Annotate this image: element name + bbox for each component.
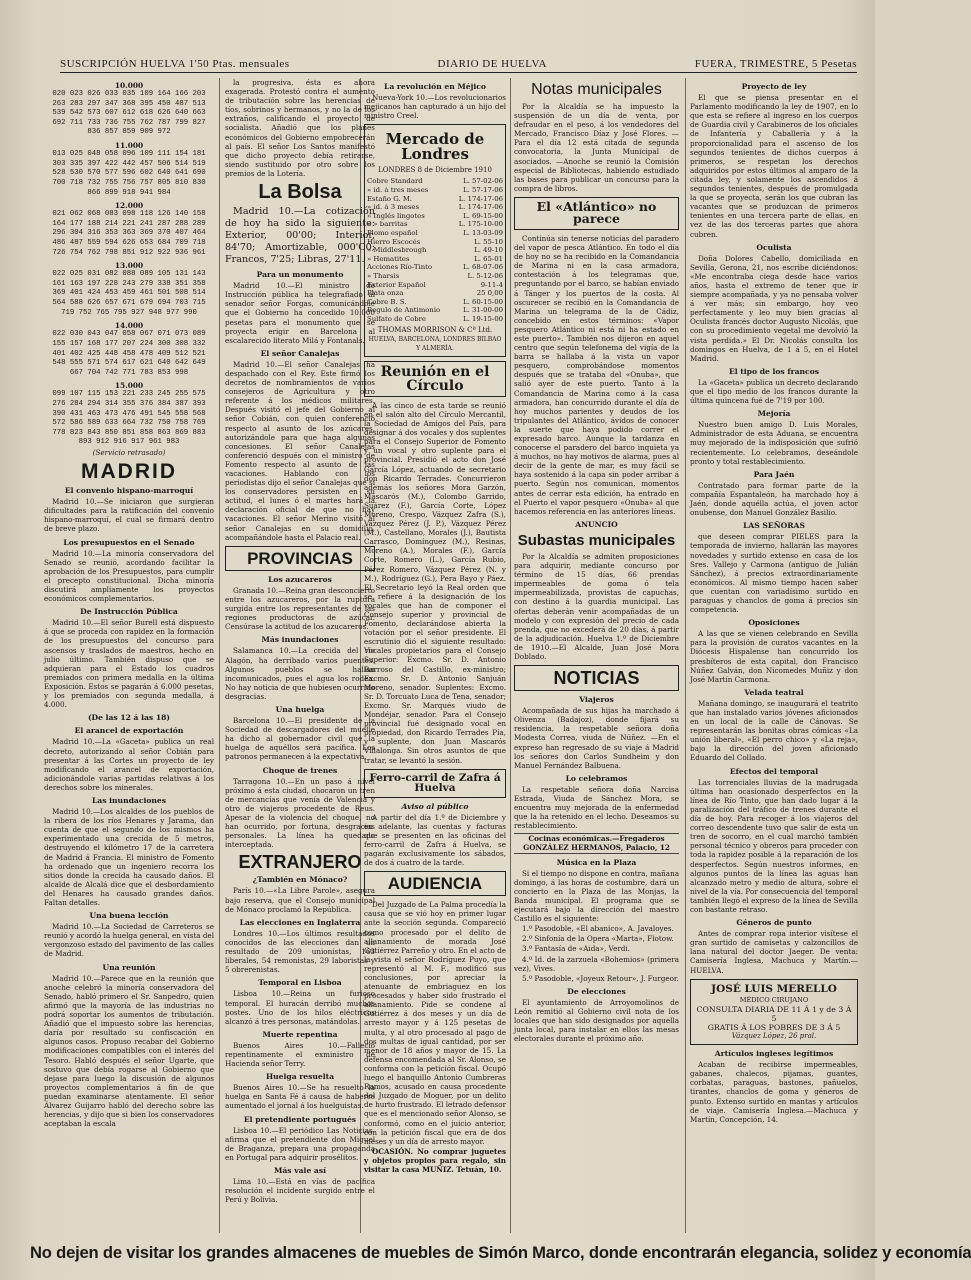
market-price: L. 60-15-00: [463, 297, 503, 306]
market-row: [367, 212, 503, 221]
winning-numbers: 369 401 424 453 459 461 501 508 514: [52, 289, 206, 298]
ferro-body: A partir del día 1.º de Diciembre y en adelante, las cuentas y facturas que se presenten en las oficinas del ferro-carril de Zafra á Huelva, se pagarán exclusivamente los sábados, de dos á cuatro de la tarde.: [364, 812, 506, 868]
article-body: Madrid 10.—La Sociedad de Carreteros se reunió y acordó la huelga general, en vista del vergonzoso estado del pavimento de las calles de Madrid.: [44, 922, 214, 959]
anuncio-label: ANUNCIO: [575, 519, 618, 529]
article-title: Géneros de punto: [736, 918, 812, 928]
winning-numbers: 021 062 068 083 098 118 126 140 158: [52, 210, 206, 219]
article-body: Madrid 10.—Los alcaldes de los pueblos de la ribera de los ríos Henares y Jarama, dan cuenta de que el segundo de los mismos ha experimentado una crecida de 5 metros, destruyendo el kilómetro 17 de la carretera de Madrid á Francia. El ministro de Fomento ha ordenado que un ingeniero recorra los sitios donde la crecida ha causado daños. El alcalde de Alcalá dice que el desbordamiento del Henares ha causado grandes daños. Faltan detalles.: [44, 807, 214, 907]
article-title: El pretendiente portugués: [243, 1114, 357, 1124]
article-title: Para un monumento: [256, 270, 344, 280]
provincias-articles: [225, 575, 375, 850]
article-title: Velada teatral: [744, 687, 804, 697]
section-noticias: NOTICIAS: [514, 665, 679, 691]
market-price: L. 69-15-00: [463, 211, 503, 220]
market-price: L. 65-01: [474, 254, 503, 263]
masthead: [60, 50, 857, 73]
market-item: » id. á 3 meses: [367, 203, 420, 212]
market-row: [367, 203, 503, 212]
article-body: El que se piensa presentar en el Parlamento modificando la ley de 1907, en lo que esta se refiere al ingreso en los cuerpos de Guardia civil y Carabineros de los oficiales de Infantería y Caballería y á la proporcionalidad para el ascenso de los segundos tenientes de dichos cuerpos á primeros, se respetan los derechos adquiridos por estos últimos al amparo de la citada ley, y solamente los ascendidos á segundos tenientes, después de promulgada la que se proyecta, serán los que cubran las vacantes que se produzcan de primeros tenientes en una tercera parte de ellas, en vez de las dos terceras partes que ahora cubren.: [690, 93, 858, 239]
winning-numbers: 303 335 397 422 442 457 506 514 519: [52, 159, 206, 168]
article-title: Una buena lección: [89, 911, 169, 921]
market-row: [367, 238, 503, 247]
articulos-ingleses-title: Artículos ingleses legítimos: [714, 1049, 834, 1059]
winning-numbers: 022 025 031 082 088 089 105 131 143: [52, 270, 206, 279]
article-body: Mañana domingo, se inaugurará el teatrito que han instalado varios jóvenes aficionados en un local de la calle de Cánovas. Se representarán las bonitas obras cómicas «La unión liberal», «El perro chico» y «La reja», bajo la dirección del joven aficionado Eduardo del Collado.: [690, 698, 858, 763]
notas-title: Notas municipales: [531, 81, 662, 98]
newspaper-name: DIARIO DE HUELVA: [437, 58, 547, 70]
market-price: 25 0,00: [476, 289, 503, 298]
market-item: Hierro Escocés: [367, 237, 421, 246]
london-market-box: [364, 124, 506, 356]
atlantico-title: El «Atlántico» no parece: [514, 197, 679, 230]
prize-amount: 14.000: [114, 321, 144, 331]
winning-numbers: 539 542 573 607 612 618 626 640 663: [52, 109, 206, 118]
article-body: Madrid 10.—El señor Burell está dispuesto á que se proceda con rapidez en la formación de los presupuestos del concurso para ascensos y traslados de maestros, hecho en julio último. También dispuso que se adquieran para el Estado los cuadros premiados con primera medalla en la última Exposición. Estos se pagarán á 6.000 pesetas, y los premiados con segunda medalla, á 4.000.: [44, 618, 214, 710]
market-title: Mercado de Londres: [385, 130, 485, 164]
mexico-body: Nueva-York 10.—Los revolucionarios mejicanos han capturado á un hijo del ministro Creel.: [364, 93, 506, 121]
mexico-title: La revolución en Méjico: [384, 82, 486, 91]
article-title: Oculista: [756, 242, 792, 252]
winning-numbers: 276 284 294 314 355 376 384 387 393: [52, 400, 206, 408]
musica-body: Si el tiempo no dispone en contra, mañana domingo, á las horas de costumbre, dará un concierto en la Plaza de las Monjas, la Banda municipal. El programa que se ejecutará bajo la dirección del maestro Castillo es el siguiente:: [514, 868, 679, 924]
market-price: L. 174-17-06: [458, 194, 503, 203]
article-body: A las que se vienen celebrando en Sevilla para la provisión de curatos vacantes en la Diócesis Hispalense han concurrido los presbíteros de esta capital, don Francisco Núñez Galván, don Nicomedes Muñiz y don José Martín Carmona.: [690, 629, 858, 684]
article-body: Madrid 10.—El ministro de Instrucción pública ha telegrafiado al senador señor Forgas, comunicándole que el Gobierno ha concedido 10.000 pesetas para el monumento que se proyecta erigir en Barcelona al escalarecido literato Milá y Fontanals.: [225, 281, 375, 345]
prize-amount: 11.000: [114, 141, 144, 151]
market-item: » » barritas: [367, 220, 408, 229]
article-title: Oposiciones: [748, 618, 800, 628]
market-row: [367, 281, 503, 290]
article-title: Los presupuestos en el Senado: [63, 537, 195, 547]
winning-numbers: 263 283 297 347 368 395 450 487 513: [52, 99, 206, 108]
winning-numbers: 390 431 463 473 476 491 545 558 568: [52, 409, 206, 418]
article-title: Efectos del temporal: [729, 766, 819, 776]
article-body: París 10.—«La Libre Parole», asegura bajo reserva, que el Consejo municipal de Mónaco proclamó la República.: [225, 886, 375, 914]
subastas-body: Por la Alcaldía se admiten proposiciones para adquirir, mediante concurso por término de 15 días, 66 prendas impermeables de goma ó tela impermeabilizada, provistas de capuchas, con destino á la guardia municipal. Las ofertas deberán venir acompañadas de un modelo y con expresión del precio de cada prenda, que no excederá de 20 días, á partir de la adjudicación. Huelva 1.º de Diciembre de 1910.—El Alcalde, Juan José Mora Doblado.: [514, 551, 679, 661]
market-price: L. 57-02-06: [463, 177, 503, 186]
article-title: (De las 12 á las 18): [87, 713, 171, 723]
lottery-results: [44, 81, 214, 448]
winning-numbers: 486 487 559 594 626 653 684 709 718: [52, 239, 206, 247]
program-item: 1.º Pasodoble, «El abanico», A. Javaloyes.: [522, 924, 674, 934]
article-body: Madrid 10.—Se iniciaron que surgieran dificultades para la ratificación del convenio hispano-marroquí, el cual se firmará dentro de breve plazo.: [44, 497, 214, 534]
article-title: El señor Canalejas: [260, 348, 340, 358]
cocinas-ad: Cocinas económicas.—Fregaderos GONZÁLEZ HERMANOS, Palacio, 12: [514, 833, 679, 853]
doctor-free: GRATIS Á LOS POBRES DE 3 Á 5: [707, 1022, 841, 1032]
column-rule: [510, 78, 511, 1233]
article-title: Muerte repentina: [262, 1029, 338, 1039]
prize-amount: 10.000: [114, 81, 144, 90]
winning-numbers: 164 177 188 214 221 241 287 288 289: [52, 219, 206, 228]
article-body: Nuestro buen amigo D. Luis Morales, Administrador de esta Aduana, se encuentra muy mejorado de la indisposición que sufrió recientemente. Lo celebramos, deseándole pronto y total restablecimiento.: [690, 420, 858, 466]
audiencia-body: Del Juzgado de La Palma procedía la causa que se vió hoy en primer lugar ante la sección segunda. Compareció como procesado por el delito de allanamiento de morada José Gutiérrez Parreño y otro. En el acto de la vista el señor Rodríguez Puyo, que representó al M. F., modificó sus conclusiones, por apreciar la atenuante de embriaguez en los procesados y haber sido frustrado el allanamiento. Pide se condene al Gutiérrez á dos meses y un día de arresto mayor y á 125 pesetas de multa, y al otro procesado al pago de dos multas de igual cantidad, por ser menor de 18 años y mayor de 15. La defensa encomendada al Sr. Alonso, se conforma con la petición fiscal. Ocupó luego el banquillo Antonio Cumbreras Ramos, acusado en causa procedente del Juzgado de Moguer, por un delito de hurto frustrado. El letrado defensor que es el mencionado señor Alonso, se conformó, como en el juicio anterior, con la petición fiscal que era de dos meses y un día de arresto mayor.: [364, 900, 506, 1146]
article-body: Salamanca 10.—La crecida del río Alagón, ha derribado varios puentes. Algunos pueblos se hallan incomunicados, pues el agua los rodea. No hay noticia de que hubiesen ocurrido desgracias.: [225, 646, 375, 701]
article-body: que deseen comprar PIELES para la temporada de invierno, hallarán las mayores novedades y surtido extenso en casa de los Sres. Vallejo y Carmona (antiguo de Julián Sánchez), á precios extraordinariamente económicos. Al mismo tiempo hacen saber que cuentan con variadísimo surtido en paraguas y chanclos de goma á precios sin competencia.: [690, 532, 858, 615]
article-title: Huelga resuelta: [265, 1072, 335, 1082]
prize-amount: 13.000: [114, 261, 144, 271]
market-firm: THOMAS MORRISON & Cª Ltd.: [377, 325, 493, 334]
article-title: Una reunión: [102, 962, 156, 972]
elecciones-body: El ayuntamiento de Arroyomolinos de León remitió al Gobierno civil nota de los locales que han sido designados por aquella junta local, para instalar en ellos las mesas electorales durante el próximo año.: [514, 997, 679, 1044]
column-5: [690, 78, 858, 1228]
market-item: Cobre Standard: [367, 177, 423, 186]
ferro-title: Ferro-carril de Zafra á Huelva: [364, 769, 506, 798]
reunion-body: A las cinco de esta tarde se reunió en el salón alto del Círculo Mercantil, la Sociedad de Amigos del País, para designar á dos vocales y dos suplentes para el Consejo Superior de Fomento y un vocal y otro suplente para el provincial. Presidió el acto don José García López, actuando de secretario don Ricardo Terrades. Concurrieron además los señores Mora Garzón, Mascarós (M.), Colombo Garrido, Suárez (F.), García Corte, López Moreno, Crespo, Vázquez Zafra (S.), Vázquez Pérez (J. P.), Vázquez Pérez (M.), Castellano, Morales (J.), Bautista Carrasco, Domínguez (M.), Resinas, Moreno (A.), Morales (F.), García Corte, Romero (L.), García Rubio, Pérez Romero, Vázquez Pérez (N. y M.), Rodríguez (G.), Pera Bayo y Páez. El Secretario leyó la Real orden que se refiere á la designación de los vocales que han de componer el Consejo superior y provincial de Fomento, declarándose abierta la votación por el señor presidente. El escrutinio dió el siguiente resultado: Vocales propietarios para el Consejo Superior: Excmo. Sr. D. Antonio Barroso del Castillo, ex-ministro; Excmo. Sr. D. Antonio Sanjuán Moreno, senador. Suplentes: Excmo. Sr. D. Torcuato Luca de Tena, senador; Excmo. Sr. Marqués viudo de Mondéjar, senador. Para el Consejo provincial fué designado vocal en propiedad, don Ricardo Terrades Pía, y suplente, don Juan Mascarós Villalonga. Sin otros asuntos de que tratar, se levantó la sesión.: [364, 400, 506, 765]
article-body: Madrid 10.—El señor Canalejas ha despachado con el Rey. Este firmó los decretos de nombramientos de varios consejeros de Agricultura y otro referente á los médicos militares. Después visitó el jefe del Gobierno al señor Cobián, con quien conferenció respecto al asunto de los azúcares, autorizándole para que haga algunas concesiones. El señor Canalejas conferenció después con el ministro de Fomento respecto al asunto de las vacaciones. Hablando con los periodistas dijo el señor Canalejas que si los conservadores persisten en su actitud, el lunes ó el martes hará la declaración oficial de que no hay vacaciones. El señor Merino visitó al señor Canalejas en su domicilio, acompañándole hasta el Palacio real.: [225, 359, 375, 542]
article-body: Lisboa 10.—El periódico Las Noticias, afirma que el pretendiente don Miguel de Braganza, prepara una propaganda en Portugal para adquirir prosélitos.: [225, 1125, 375, 1162]
article-title: Más inundaciones: [261, 635, 339, 645]
winning-numbers: 726 754 762 798 851 912 922 936 961: [52, 248, 206, 257]
doctor-hours: CONSULTA DIARIA DE 11 Á 1 y de 3 Á 5: [696, 1004, 852, 1023]
article-body: Lima 10.—Está en vías de pacífica resolución el incidente surgido entre el Perú y Bolivia.: [225, 1177, 375, 1205]
doctor-title: MÉDICO CIRUJANO: [739, 995, 809, 1004]
market-row: [367, 246, 503, 255]
article-body: Tarragona 10.—En un paso á nivel próximo á esta ciudad, chocaron un tren de mercancías que venía de Valencia y otro de viajeros procedente de Reus. Apesar de la violencia del choque, no han ocurrido, por fortuna, desgracias personales. La línea ha quedado interceptada.: [225, 776, 375, 850]
lottery-note: (Servicio retrasado): [92, 447, 166, 457]
winning-numbers: 020 023 026 033 035 109 164 166 203: [52, 90, 206, 99]
winning-numbers: 692 711 733 736 755 762 787 799 827: [52, 118, 206, 127]
elecciones-title: De elecciones: [567, 986, 626, 996]
market-row: [367, 229, 503, 238]
article-title: Mejoría: [757, 409, 791, 419]
market-item: Exterior Español: [367, 280, 426, 289]
article-title: Las inundaciones: [91, 795, 167, 805]
section-madrid: MADRID: [81, 460, 177, 484]
winning-numbers: 700 718 732 755 756 757 805 810 830: [52, 178, 206, 187]
section-extranjero: EXTRANJERO: [238, 852, 362, 873]
market-price: L. 13-03-09: [463, 229, 503, 238]
market-row: [367, 195, 503, 204]
program-item: 4.º Id. de la zarzuela «Bohemios» (primera vez), Vives.: [514, 954, 679, 973]
market-item: » Hematites: [367, 254, 410, 263]
musica-title: Música en la Plaza: [556, 857, 637, 867]
prize-amount: 12.000: [114, 201, 144, 211]
market-price: L. 175-10-00: [458, 220, 503, 229]
market-item: Estaño G. M.: [367, 194, 413, 203]
market-item: Regulo de Antimonio: [367, 306, 441, 315]
article-title: Para Jaén: [753, 469, 795, 479]
market-row: [367, 298, 503, 307]
winning-numbers: 296 304 316 353 363 369 370 407 464: [52, 229, 206, 238]
winning-numbers: 013 025 048 058 096 109 111 154 181: [52, 150, 206, 159]
doctor-address: Vázquez López, 26 pral.: [731, 1032, 817, 1040]
winning-numbers: 778 823 843 850 851 858 863 869 883: [52, 428, 206, 437]
column-4: [514, 78, 679, 1228]
bolsa-body: Madrid 10.—La cotización de hoy ha sido la siguiente: Exterior, 00'00; Interior, 84'70; Amortizable, 000'C0; Francos, 7'25; Libras, 27'11.: [225, 206, 375, 266]
market-price: L. 5-12-06: [467, 272, 503, 280]
market-item: » Middlesbrough: [367, 246, 427, 255]
market-table: [367, 177, 503, 323]
ocasion-ad: OCASIÓN. No comprar juguetes y objetos propios para regalo, sin visitar la casa MUÑIZ. Tetuán, 10.: [364, 1146, 506, 1174]
atlantico-body: Continúa sin tenerse noticias del paradero del vapor de pesca Atlántico. En todo el día de hoy no se ha recibido en la Comandancia de Marina ni en la casa armadora, contestación á los telegramas que, preguntando por el barco, se habían enviado á Tánger y los puertos de la costa. Al oscurecer se recibió en la Comandancia de Marina un telegrama de la de Cádiz, concebido en estos términos: «Vapor pesquero Atlántico ni está ni ha estado en este puerto». También nos dijeron en aquel centro que según telefonema del vigía de la barra se hallaba á la vista un vapor pesquero, comprobándose momentos después que se trataba del «Onuba», que salió ayer de este puerto. Tanto á la Comandancia de Marina como á la casa armadora, han concurrido durante el día de hoy muchos parientes y deudos de los tripulantes del Atlántico, ávidos de conocer la suerte que haya podido correr el expresado barco. Aunque la tardanza en conocerse el paradero del barco inquieta ya á muchos, no hay motivos de alarma, pues al decir de la gente de mar, es muy fácil se haya sostenido á la capa sin poder arribar á puerto. Según nos comunican, momentos antes de cerrar esta edición, ha entrado en el Puerto el vapor pesquero «Onuba» al que hacemos referencia en las anteriores líneas.: [514, 233, 679, 516]
bolsa-title: La Bolsa: [258, 181, 342, 204]
program-item: 3.º Fantasía de «Aida», Verdi.: [522, 944, 630, 954]
extranjero-articles: [225, 875, 375, 1204]
concert-program: [514, 924, 679, 983]
article-title: De Instrucción Pública: [80, 607, 178, 617]
madrid-articles: [44, 486, 214, 1128]
article-body: Lisboa 10.—Reina un furioso temporal. El huracán derribó muchos postes. Uno de los hilos eléctricos alcanzó á tres personas, matándolas.: [225, 989, 375, 1026]
market-price: L. 55-10: [474, 237, 503, 246]
column-1: [44, 78, 214, 1228]
subscription-outside: FUERA, TRIMESTRE, 5 Pesetas: [694, 58, 857, 70]
market-row: [367, 186, 503, 195]
noticias-articles: [514, 695, 679, 830]
madrid-articles-2: [225, 270, 375, 542]
market-price: L. 49-10: [474, 246, 503, 255]
article-title: Más vale así: [273, 1166, 327, 1175]
market-row: [367, 220, 503, 229]
article-title: Choque de trenes: [262, 765, 338, 775]
article-body: Buenos Aires 10.—Falleció repentinamente el exministro de Hacienda señor Terry.: [225, 1040, 375, 1069]
article-body: Buenos Aires 10.—Se ha resuelto la huelga en Santa Fé á causa de haberse aumentado el jornal á los huelguistas.: [225, 1083, 375, 1111]
market-item: Plomo español: [367, 229, 418, 238]
article-title: Las elecciones en Inglaterra: [239, 917, 361, 927]
section-audiencia: AUDIENCIA: [364, 871, 506, 896]
market-price: L. 19-15-00: [463, 314, 503, 323]
reunion-title: Reunión en el Círculo: [364, 361, 506, 397]
market-row: [367, 255, 503, 264]
market-item: Sulfato de Cobre: [367, 314, 427, 323]
article-body: La «Gaceta» publica un decreto declarando que el tipo medio de los francos durante la última quincena fué de 7'19 por 100.: [690, 377, 858, 406]
market-item: » Tharsis: [367, 272, 400, 280]
column-2: [225, 78, 375, 1228]
winning-numbers: 564 588 626 657 671 679 694 703 715: [52, 299, 206, 308]
market-row: [367, 306, 503, 315]
program-item: 5.º Pasodoble, «Joyeux Retour», J. Furgeor.: [522, 973, 679, 983]
prize-amount: 15.000: [114, 381, 144, 391]
winning-numbers: 667 704 742 771 783 853 998: [69, 368, 189, 377]
market-item: » id. á tres meses: [367, 186, 429, 195]
winning-numbers: 401 402 425 448 458 478 409 512 521: [52, 349, 206, 358]
winning-numbers: 548 555 571 574 617 621 640 642 649: [52, 359, 206, 368]
article-title: Una huelga: [275, 704, 325, 714]
notas-body: Por la Alcaldía se ha impuesto la suspensión de un día de venta, por defraudar en el peso, á los vendedores del Mercado, Francisco Díaz y José Flores. —Para el día 12 está citada de segunda convocatoria, la Junta Municipal de asociados. —Anoche se reunió la Comisión especial de Bibliotecas, habiendo estudiado las bases para publicar un concurso para la compra de libros.: [514, 102, 679, 193]
market-row: [367, 177, 503, 186]
subscription-local: SUSCRIPCIÓN HUELVA 1'50 Ptas. mensuales: [60, 58, 290, 70]
winning-numbers: 022 030 043 047 058 067 071 073 089: [52, 330, 206, 339]
program-item: 2.º Sinfonía de la Opera «Marta», Flotow.: [522, 934, 674, 944]
article-body: Barcelona 10.—El presidente de la Sociedad de descargadores del muelle ha dicho al gobernador civil que la huelga de aquéllos será pacífica. Los patronos permanecen á la expectativa.: [225, 716, 375, 762]
article-title: Temporal en Lisboa: [258, 978, 342, 988]
market-item: Plata onza: [367, 289, 404, 298]
market-price: L. 57-17-06: [463, 186, 503, 195]
article-title: Lo celebramos: [565, 773, 628, 783]
article-body: La respetable señora doña Narcisa Estrada, Viuda de Sánchez Mora, se encuentra muy mejorada de la enfermedad que la ha retenido en el lecho. Deseamos su restablecimiento.: [514, 784, 679, 831]
article-body: Contratado para formar parte de la compañía Espantaleón, ha marchado hoy á Jaén, donde aquélla actúa, el joven actor onubense, don Manuel González Basilio.: [690, 480, 858, 518]
section-provincias: PROVINCIAS: [225, 546, 375, 571]
article-title: Proyecto de ley: [741, 82, 807, 91]
market-price: L. 31-00-00: [463, 306, 503, 315]
doctor-name: JOSÉ LUIS MERELLO: [711, 982, 837, 995]
article-body: Madrid 10.—La «Gaceta» publica un real decreto, autorizando al señor Cobián para presentar á las Cortes un proyecto de ley modificando el arancel de exportación, adicionándole varias partidas relativas á los derechos sobre los minerales.: [44, 737, 214, 792]
articulos-ingleses-body: Acaban de recibirse impermeables, gabanes, chalecos, pijamas, guantes, corbatas, paraguas, bastones, pañuelos, tirantes, chanclos de goma y géneros de punto. Extenso surtido en mantas y artículos de viaje. Camisería Inglesa.—Machuca y Martín, Concepción, 14.: [690, 1060, 858, 1124]
winning-numbers: 099 107 115 153 221 233 245 255 575: [52, 390, 206, 399]
winning-numbers: 719 752 765 795 927 948 977 990: [61, 308, 197, 317]
article-title: Viajeros: [579, 695, 614, 705]
article-body: Madrid 10.—Parece que en la reunión que anoche celebró la minoría conservadora del Senado, habló primero el Sr. Sanpedro, quien afirmó que la mayoría de las industrias no podrá soportar los aumentos de tributación. Añadió que el impuesto sobre las herencias, daría por resultado su confiscación en algunos casos. Propuso recabar del Gobierno modificaciones compatibles con el interés del Tesoro. Habló después el señor Ugarte, que sostuvo que debía rogarse al Gobierno que dejase para luego la discusión de algunos proyectos complementarios á fin de que puedan examinarse atentamente. El señor Álvarez Guijarro habló del derecho sobre las herencias, y dijo que si bien los conservadores aceptaban la escala: [44, 973, 214, 1129]
article-body: Antes de comprar ropa interior visítese el gran surtido de camisetas y calzoncillos de lana natural del doctor Jaeger. De venta: Camisería Inglesa, Machuca y Martín.—HUELVA.: [690, 929, 858, 975]
article-body: Doña Dolores Cabello, domiciliada en Sevilla, Gerona, 21, nos escribe diciéndonos: «Me encontraba ciega desde hace varios años, hasta el extremo de tener que ir siempre acompañada, y ya no pensaba volver á ver más; sin embargo, hoy veo perfectamente y leo muy bien gracias al Oculista francés doctor Augusto Nicolás, que con su procedimiento vegetal me devolvió la vista perdida.» El Dr. Nicolás consulta los domingos en Huelva, de 1 á 5, en el Hotel Madrid.: [690, 253, 858, 363]
article-title: El tipo de los francos: [728, 366, 820, 376]
market-row: [367, 263, 503, 272]
market-date: LONDRES 8 de Diciembre 1910: [378, 166, 492, 175]
article-body: Madrid 10.—La minoría conservadora del Senado se reunió, acordando facilitar la aprobación de los Presupuestos, para cumplir el precepto constitucional. Dicha minoría discutirá ampliamente los proyectos económicos complementarios.: [44, 548, 214, 604]
winning-numbers: 836 857 859 909 972: [87, 128, 171, 137]
article-title: El convenio hispano-marroquí: [64, 486, 194, 496]
ferro-subtitle: Aviso al público: [401, 801, 469, 811]
market-price: L. 68-07-06: [463, 263, 503, 272]
article-body: Las torrenciales lluvias de la madrugada última han ocasionado desperfectos en la línea de Río Tinto, que han dado lugar á la paralización del tráfico de trenes durante el día de hoy. Para recoger á los viajeros del correo descendente tuvo que salir de esta un tren de socorro, en el cual marchó también personal técnico y obreros para proceder con toda la rapidez posible á la reparación de los desperfectos. Según nuestros informes, en algunos puntos de la línea las aguas han alcanzado metro y medio de altura, sobre el nivel de la vía. Por consecuencia del temporal también llegó el expreso de la línea de Sevilla con bastante retraso.: [690, 777, 858, 914]
article-title: El arancel de exportación: [74, 726, 184, 736]
column-rule: [219, 78, 220, 1233]
furniture-banner-ad: No dejen de visitar los grandes almacenes de muebles de Simón Marco, donde encontrarán elegancia, solidez y economía: [30, 1243, 971, 1262]
market-item: » Inglés lingotes: [367, 211, 425, 220]
article-body: Acompañada de sus hijas ha marchado á Olivenza (Badajoz), donde fijará su residencia, la respetable señora doña Modesta Correa, viuda de Núñez. —En el expreso han regresado de su viaje á Madrid los señores don Carlos Sundheim y don Manuel Fernández Balbuena.: [514, 706, 679, 770]
local-news: [690, 82, 858, 975]
article-body: Londres 10.—Los últimos resultados conocidos de las elecciones dan un resultado de 209 unionistas, 163 liberales, 54 remonistas, 29 laboristas y 5 obrerenistas.: [225, 928, 375, 975]
subastas-title: Subastas municipales: [517, 531, 676, 549]
market-row: [367, 272, 503, 281]
winning-numbers: 893 912 916 917 961 983: [78, 438, 180, 447]
market-cities: HUELVA, BARCELONA, LONDRES BILBAO Y ALMERÍA.: [368, 335, 502, 352]
winning-numbers: 155 157 168 177 207 224 300 308 332: [52, 339, 206, 348]
market-row: [367, 289, 503, 298]
market-item: Acciones Río-Tinto: [367, 263, 433, 272]
column-rule: [685, 78, 686, 1233]
market-item: Cobre B. S.: [367, 297, 407, 306]
winning-numbers: 572 586 589 633 664 732 750 758 769: [52, 419, 206, 428]
article-body: Granada 10.—Reina gran desconcierto entre los azucareros, por la ruptura surgida entre los representantes de las regiones productoras de azúcar. Censúrase la actitud de los azucareros.: [225, 585, 375, 632]
article-continuation: la progresiva, ésta es ahora exagerada. Protestó contra el aumento de tributación sobre las herencias de tíos, sobrinos y hermanos, y no la de los extraños, calificando el proyecto de socialista. Añadió que los planes económicos del Gobierno empobrecerán al país. El señor Los Santos manifestó que dicho proyecto debía retirarse, siendo sustituido por otro sobre los premios de la Lotería.: [225, 78, 375, 178]
market-row: [367, 315, 503, 324]
winning-numbers: 528 530 570 577 596 602 640 641 690: [52, 169, 206, 178]
article-title: LAS SEÑORAS: [743, 521, 805, 531]
article-title: Los azucareros: [268, 574, 332, 584]
article-title: ¿También en Mónaco?: [252, 875, 348, 885]
column-3: [364, 78, 506, 1228]
doctor-ad: [690, 979, 858, 1045]
winning-numbers: 866 899 918 941 984: [87, 188, 171, 197]
winning-numbers: 161 163 197 228 243 279 338 351 358: [52, 279, 206, 288]
market-price: L. 174-17-06: [458, 203, 503, 212]
market-price: 9-11-4: [480, 280, 503, 289]
